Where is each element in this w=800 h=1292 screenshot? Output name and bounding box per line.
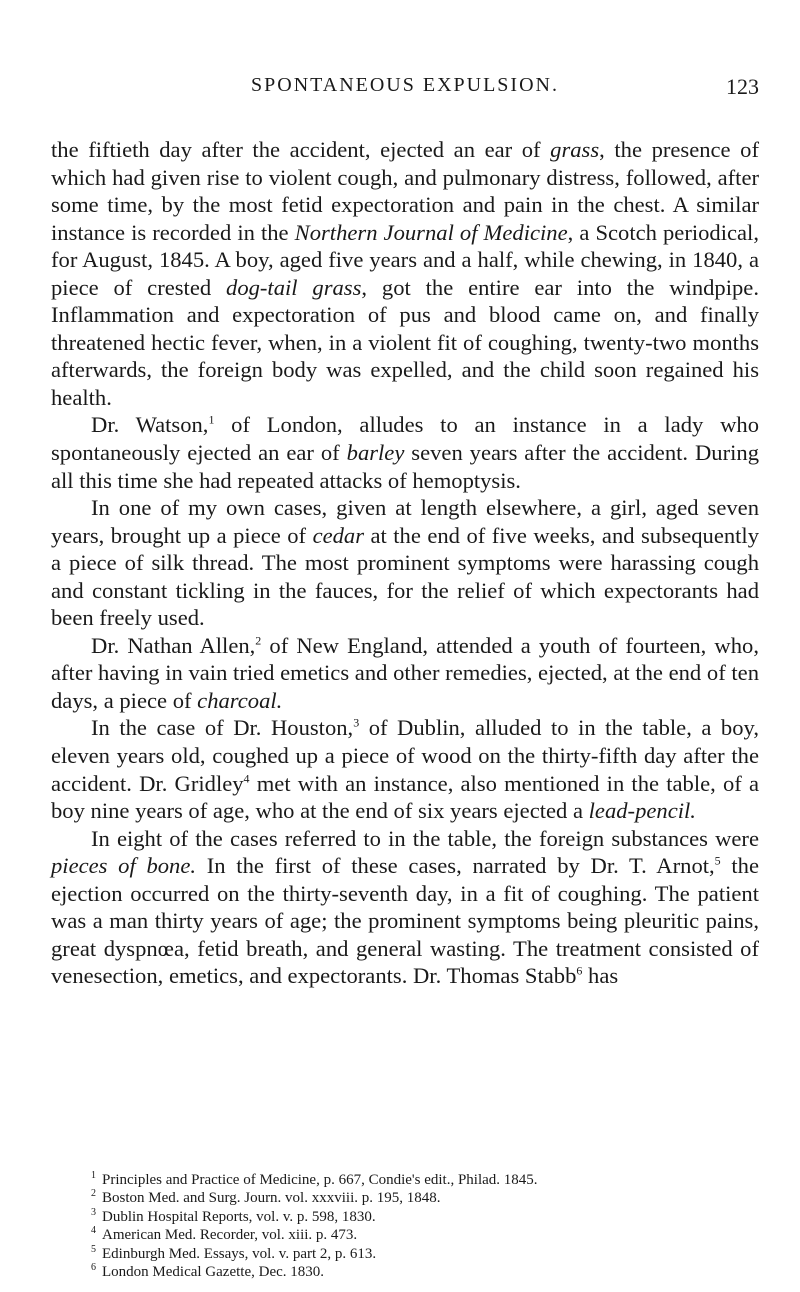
footnote-1 xyxy=(51,1171,759,1189)
footnote-5 xyxy=(51,1245,759,1263)
body-text xyxy=(51,136,759,990)
paragraph-4 xyxy=(51,632,759,715)
text-run: In eight of the cases referred to in the table, the foreign substances were xyxy=(91,825,759,851)
text-run: has xyxy=(582,963,619,989)
paragraph-1 xyxy=(51,136,759,411)
footnote-text: Edinburgh Med. Essays, vol. v. part 2, p. 613. xyxy=(102,1245,377,1262)
footnote-text: Dublin Hospital Reports, vol. v. p. 598, 1830. xyxy=(102,1208,376,1225)
running-title: SPONTANEOUS EXPULSION. xyxy=(251,74,559,96)
italic-term: cedar xyxy=(312,522,365,548)
footnote-ref: 3 xyxy=(353,715,360,730)
text-run: In one of my own cases, given at length elsewhere, a girl, aged seven years, brought up a piece of xyxy=(51,495,759,548)
footnotes xyxy=(51,1171,759,1281)
paragraph-5 xyxy=(51,714,759,824)
text-run: In the first of these cases, narrated by Dr. T. Arnot, xyxy=(196,853,715,879)
text-run: met with an instance, also mentioned in the table, of a boy nine years of age, who at the end of six years ejected a xyxy=(51,770,759,824)
text-run: In the case of Dr. Houston, xyxy=(91,715,354,741)
footnote-ref: 1 xyxy=(208,412,215,427)
footnote-number: 3 xyxy=(91,1206,96,1218)
footnote-text: Boston Med. and Surg. Journ. vol. xxxviii. p. 195, 1848. xyxy=(102,1190,441,1207)
text-run: , got the entire ear into the windpipe. Inflammation and expectoration of pus and blood came on, and finally threatened hectic fever, when, in a violent fit of coughing, twenty-two months afterwards, the foreign body was expelled, and the child soon regained his health. xyxy=(51,274,759,410)
footnote-number: 1 xyxy=(91,1170,96,1181)
paragraph-3 xyxy=(51,494,759,632)
text-run: Dr. Watson, xyxy=(91,412,209,438)
italic-term: barley xyxy=(346,440,405,466)
footnote-number: 2 xyxy=(91,1188,96,1200)
footnote-ref: 4 xyxy=(243,771,250,786)
italic-term: grass xyxy=(550,137,600,162)
footnote-number: 5 xyxy=(91,1243,96,1255)
paragraph-6 xyxy=(51,825,759,990)
page-number: 123 xyxy=(726,74,759,99)
text-run: the ejection occurred on the thirty-seventh day, in a fit of coughing. The patient was a man thirty years of age; the prominent symptoms being pleuritic pains, great dyspnœa, fetid breath, and general wasting. The treatment consisted of venesection, emetics, and expectorants. Dr. Thomas Stabb xyxy=(51,853,759,989)
footnote-number: 6 xyxy=(91,1262,96,1274)
italic-journal-title: Northern Journal of Medicine xyxy=(294,219,568,245)
footnote-ref: 5 xyxy=(714,853,721,868)
italic-term: lead-pencil. xyxy=(588,798,696,824)
footnote-text: London Medical Gazette, Dec. 1830. xyxy=(102,1264,325,1281)
text-run: the fiftieth day after the accident, ejected an ear of xyxy=(51,137,551,162)
running-head xyxy=(51,74,759,104)
footnote-ref: 2 xyxy=(255,633,262,648)
text-run: Dr. Nathan Allen, xyxy=(91,632,256,658)
footnote-4 xyxy=(51,1226,759,1244)
italic-term: charcoal. xyxy=(197,687,283,713)
text-run: of Dublin, alluded to in the table, a boy, eleven years old, coughed up a piece of wood on the thirty-fifth day after the accident. Dr. Gridley xyxy=(51,715,759,796)
footnote-number: 4 xyxy=(91,1225,96,1237)
footnote-6 xyxy=(51,1263,759,1281)
text-run: of London, alludes to an instance in a lady who spontaneously ejected an ear of xyxy=(51,412,759,466)
footnote-text: American Med. Recorder, vol. xiii. p. 473. xyxy=(102,1227,358,1244)
text-run: , the presence of which had given rise to violent cough, and pulmonary distress, followed, after some time, by the most fetid expectoration and pain in the chest. A similar instance is recorded in the xyxy=(51,137,759,245)
paragraph-2 xyxy=(51,411,759,494)
footnote-text: Principles and Practice of Medicine, p. 667, Condie's edit., Philad. 1845. xyxy=(102,1172,538,1188)
italic-term: pieces of bone. xyxy=(51,853,197,879)
footnote-2 xyxy=(51,1189,759,1207)
text-run: seven years after the accident. During all this time she had repeated attacks of hemoptysis. xyxy=(51,440,759,493)
text-run: of New England, attended a youth of fourteen, who, after having in vain tried emetics and other remedies, ejected, at the end of ten days, a piece of xyxy=(51,632,759,713)
footnote-3 xyxy=(51,1208,759,1226)
italic-term: dog-tail grass xyxy=(226,274,362,300)
text-run: at the end of five weeks, and subsequently a piece of silk thread. The most prominent symptoms were harassing cough and constant tickling in the fauces, for the relief of which expectorants had been freely used. xyxy=(51,522,759,631)
text-run: , a Scotch periodical, for August, 1845. A boy, aged five years and a half, while chewing, in 1840, a piece of crested xyxy=(51,219,759,300)
footnote-ref: 6 xyxy=(576,963,583,978)
